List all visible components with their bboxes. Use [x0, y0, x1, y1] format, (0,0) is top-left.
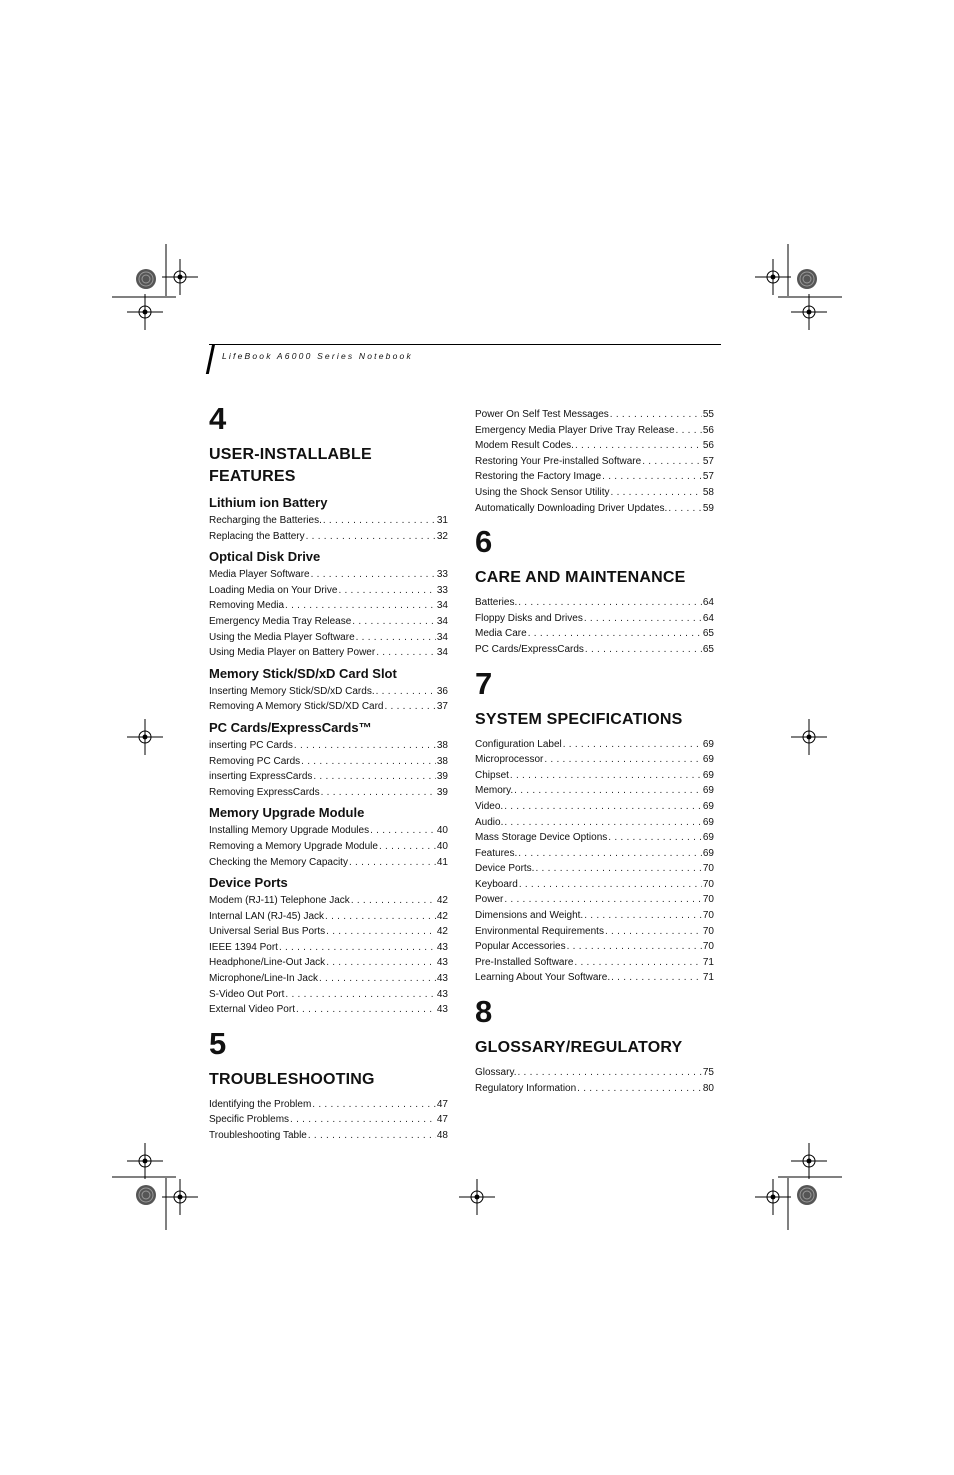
toc-entry[interactable]: [209, 823, 448, 839]
toc-entry[interactable]: [209, 839, 448, 855]
toc-entry-page: 34: [436, 647, 448, 659]
toc-entry[interactable]: [209, 987, 448, 1003]
toc-entry[interactable]: [475, 438, 714, 454]
header-tab-mark: [206, 344, 215, 374]
toc-entry-label: Removing ExpressCards: [209, 786, 320, 798]
toc-entry-label: Dimensions and Weight.: [475, 910, 584, 922]
chapter-title[interactable]: TROUBLESHOOTING: [209, 1070, 375, 1088]
toc-entry-label: Identifying the Problem: [209, 1098, 312, 1110]
toc-entry-page: 42: [436, 895, 448, 907]
toc-entry-label: Microphone/Line-In Jack: [209, 973, 318, 985]
toc-entry-label: Microprocessor: [475, 754, 544, 766]
toc-entry-label: Restoring the Factory Image: [475, 471, 602, 483]
toc-entry-page: 69: [702, 816, 714, 828]
dot-leader: [279, 940, 436, 956]
toc-entry-page: 32: [436, 530, 448, 542]
toc-entry[interactable]: [475, 423, 714, 439]
dot-leader: [319, 971, 436, 987]
dot-leader: [584, 611, 702, 627]
dot-leader: [519, 877, 702, 893]
dot-leader: [312, 1097, 436, 1113]
toc-entry-page: 36: [436, 685, 448, 697]
dot-leader: [311, 567, 436, 583]
toc-entry[interactable]: [475, 830, 714, 846]
chapter-number: 6: [475, 524, 493, 560]
toc-entry[interactable]: [209, 924, 448, 940]
chapter-title[interactable]: GLOSSARY/REGULATORY: [475, 1039, 683, 1057]
toc-entry[interactable]: [209, 699, 448, 715]
section-title[interactable]: Device Ports: [209, 875, 288, 891]
dot-leader: [567, 939, 702, 955]
dot-leader: [296, 1002, 436, 1018]
toc-entry-page: 69: [702, 847, 714, 859]
toc-entry-page: 43: [436, 941, 448, 953]
dot-leader: [577, 1081, 702, 1097]
chapter-block: [209, 402, 448, 1018]
toc-entry-page: 69: [702, 832, 714, 844]
toc-entry-page: 33: [436, 584, 448, 596]
toc-entry-label: inserting PC Cards: [209, 739, 293, 751]
toc-entry-page: 42: [436, 926, 448, 938]
toc-entry-label: Media Care: [475, 628, 527, 640]
toc-entry-page: 75: [702, 1067, 714, 1079]
toc-entry[interactable]: [209, 529, 448, 545]
chapter-title[interactable]: SYSTEM SPECIFICATIONS: [475, 710, 683, 728]
toc-entry[interactable]: [209, 614, 448, 630]
chapter-block: [475, 525, 714, 657]
toc-entry-page: 47: [436, 1114, 448, 1126]
toc-entry[interactable]: [475, 1065, 714, 1081]
toc-entry[interactable]: [475, 485, 714, 501]
toc-entry-label: Batteries.: [475, 597, 518, 609]
toc-entry-label: Regulatory Information: [475, 1082, 577, 1094]
dot-leader: [376, 645, 436, 661]
toc-entry-label: Popular Accessories: [475, 941, 566, 953]
toc-entry[interactable]: [209, 598, 448, 614]
toc-entry[interactable]: [209, 645, 448, 661]
toc-entry-page: 48: [436, 1130, 448, 1142]
dot-leader: [518, 846, 702, 862]
dot-leader: [575, 438, 702, 454]
toc-entry-page: 31: [436, 515, 448, 526]
toc-entry-label: Troubleshooting Table: [209, 1130, 307, 1142]
toc-entry-label: Removing PC Cards: [209, 755, 301, 767]
toc-entry[interactable]: [209, 909, 448, 925]
toc-entry-label: Using the Shock Sensor Utility: [475, 486, 610, 498]
toc-entry-page: 40: [436, 825, 448, 837]
toc-entry-label: Audio.: [475, 816, 504, 828]
chapter-title[interactable]: CARE AND MAINTENANCE: [475, 569, 686, 587]
toc-entry[interactable]: [209, 855, 448, 871]
dot-leader: [518, 595, 702, 611]
dot-leader: [385, 699, 436, 715]
dot-leader: [356, 630, 436, 646]
running-header: LifeBook A6000 Series Notebook: [222, 351, 413, 361]
toc-entry[interactable]: [475, 737, 714, 753]
dot-leader: [574, 955, 701, 971]
dot-leader: [349, 855, 436, 871]
toc-entry[interactable]: [209, 583, 448, 599]
toc-entry-page: 70: [702, 925, 714, 937]
dot-leader: [379, 839, 436, 855]
chapter-number: 8: [475, 994, 493, 1030]
toc-entry[interactable]: [209, 1128, 448, 1144]
dot-leader: [504, 892, 702, 908]
chapter-block: [475, 667, 714, 987]
toc-entry-label: Configuration Label: [475, 738, 562, 750]
toc-entry-label: Universal Serial Bus Ports: [209, 926, 326, 938]
toc-entry-page: 80: [702, 1082, 714, 1094]
dot-leader: [676, 423, 702, 439]
toc-entry-page: 41: [436, 856, 448, 868]
toc-entry-page: 69: [702, 754, 714, 766]
toc-entry[interactable]: [475, 642, 714, 658]
toc-entry[interactable]: [209, 1002, 448, 1018]
toc-entry-label: Device Ports.: [475, 863, 535, 875]
toc-entry-label: IEEE 1394 Port: [209, 941, 278, 953]
toc-entry-label: Using Media Player on Battery Power: [209, 647, 376, 659]
toc-entry-page: 57: [702, 455, 714, 467]
toc-entry[interactable]: [475, 815, 714, 831]
dot-leader: [285, 987, 435, 1003]
dot-leader: [352, 614, 436, 630]
toc-entry-page: 70: [702, 894, 714, 906]
toc-entry-page: 40: [436, 840, 448, 852]
toc-entry-page: 64: [702, 597, 714, 609]
toc-entry-page: 69: [702, 738, 714, 750]
toc-entry-label: Keyboard: [475, 878, 518, 890]
dot-leader: [585, 642, 702, 658]
toc-entry-label: Mass Storage Device Options: [475, 832, 608, 844]
toc-entry-page: 34: [436, 615, 448, 627]
toc-entry[interactable]: [209, 1097, 448, 1113]
toc-entry-label: Pre-Installed Software: [475, 956, 574, 968]
toc-entry[interactable]: [475, 955, 714, 971]
toc-entry-label: Emergency Media Tray Release: [209, 615, 352, 627]
toc-entry[interactable]: [209, 940, 448, 956]
dot-leader: [313, 769, 436, 785]
toc-entry[interactable]: [209, 684, 448, 700]
toc-entry[interactable]: [475, 454, 714, 470]
dot-leader: [510, 768, 702, 784]
toc-entry-page: 34: [436, 631, 448, 643]
toc-entry[interactable]: [475, 892, 714, 908]
toc-entry-page: 34: [436, 600, 448, 612]
toc-entry[interactable]: [475, 783, 714, 799]
dot-leader: [584, 908, 702, 924]
toc-entry[interactable]: [475, 768, 714, 784]
toc-entry-page: 70: [702, 878, 714, 890]
toc-entry-label: S-Video Out Port: [209, 988, 285, 1000]
toc-entry-page: 57: [702, 471, 714, 483]
toc-entry[interactable]: [475, 924, 714, 940]
toc-entry-label: Emergency Media Player Drive Tray Release: [475, 424, 675, 436]
toc-entry-label: Restoring Your Pre-installed Software: [475, 455, 642, 467]
toc-entry-page: 38: [436, 755, 448, 767]
dot-leader: [610, 407, 702, 423]
dot-leader: [504, 815, 702, 831]
toc-entry[interactable]: [475, 626, 714, 642]
toc-entry[interactable]: [475, 611, 714, 627]
dot-leader: [611, 970, 702, 986]
dot-leader: [608, 830, 702, 846]
dot-leader: [306, 529, 436, 545]
toc-entry-label: External Video Port: [209, 1004, 295, 1016]
toc-entry-label: Checking the Memory Capacity: [209, 856, 348, 868]
toc-entry-page: 69: [702, 800, 714, 812]
chapter-5-continued: [475, 407, 714, 516]
chapter-number: 5: [209, 1025, 227, 1061]
toc-entry-label: Internal LAN (RJ-45) Jack: [209, 910, 325, 922]
chapter-block: [209, 1027, 448, 1144]
toc-entry[interactable]: [475, 908, 714, 924]
toc-entry-label: Using the Media Player Software: [209, 631, 355, 643]
toc-entry-page: 65: [702, 628, 714, 640]
toc-entry-page: 37: [436, 701, 448, 713]
toc-entry[interactable]: [209, 893, 448, 909]
dot-leader: [611, 485, 702, 501]
toc-entry-label: Floppy Disks and Drives: [475, 612, 583, 624]
dot-leader: [518, 1065, 702, 1081]
toc-entry-label: Removing a Memory Upgrade Module: [209, 840, 378, 852]
toc-entry[interactable]: [475, 407, 714, 423]
toc-entry-label: Power: [475, 894, 504, 906]
toc-entry[interactable]: [475, 970, 714, 986]
toc-entry[interactable]: [475, 752, 714, 768]
toc-entry-label: Glossary.: [475, 1067, 517, 1079]
toc-entry-label: Features.: [475, 847, 518, 859]
dot-leader: [642, 454, 702, 470]
toc-entry-page: 64: [702, 612, 714, 624]
toc-entry[interactable]: [475, 1081, 714, 1097]
toc-entry-page: 70: [702, 863, 714, 875]
header-rule: [209, 344, 721, 345]
toc-entry[interactable]: [209, 769, 448, 785]
toc-entry-page: 56: [702, 440, 714, 452]
toc-right-column: [475, 407, 714, 1105]
toc-entry-page: 43: [436, 973, 448, 985]
toc-entry[interactable]: [475, 595, 714, 611]
dot-leader: [668, 501, 702, 517]
dot-leader: [605, 924, 702, 940]
toc-entry-page: 47: [436, 1098, 448, 1110]
chapter-number: 7: [475, 665, 493, 701]
toc-entry-page: 69: [702, 785, 714, 797]
dot-leader: [285, 598, 436, 614]
toc-entry[interactable]: [475, 861, 714, 877]
toc-entry-page: 42: [436, 910, 448, 922]
toc-entry[interactable]: [475, 877, 714, 893]
dot-leader: [376, 684, 436, 700]
toc-entry-page: 38: [436, 739, 448, 751]
chapter-block: [475, 995, 714, 1096]
toc-entry[interactable]: [209, 971, 448, 987]
toc-entry-page: 43: [436, 957, 448, 969]
toc-entry[interactable]: [209, 955, 448, 971]
dot-leader: [301, 754, 436, 770]
section-title[interactable]: Memory Stick/SD/xD Card Slot: [209, 665, 397, 681]
dot-leader: [563, 737, 702, 753]
toc-entry-label: Learning About Your Software.: [475, 972, 611, 984]
toc-entry-label: Replacing the Battery: [209, 530, 305, 542]
toc-entry[interactable]: [209, 567, 448, 583]
toc-entry-label: Headphone/Line-Out Jack: [209, 957, 326, 969]
dot-leader: [290, 1112, 436, 1128]
toc-entry-label: inserting ExpressCards: [209, 771, 313, 783]
toc-entry-label: Memory.: [475, 785, 514, 797]
toc-entry-page: 69: [702, 769, 714, 781]
toc-entry-label: Automatically Downloading Driver Updates.: [475, 502, 668, 514]
toc-entry-label: Recharging the Batteries.: [209, 515, 322, 526]
dot-leader: [326, 924, 436, 940]
toc-entry-label: Modem (RJ-11) Telephone Jack: [209, 895, 350, 907]
chapter-title[interactable]: USER-INSTALLABLE FEATURES: [209, 446, 372, 485]
dot-leader: [544, 752, 702, 768]
section-title[interactable]: Optical Disk Drive: [209, 549, 321, 565]
toc-entry-label: Loading Media on Your Drive: [209, 584, 338, 596]
toc-entry-page: 58: [702, 486, 714, 498]
toc-entry-page: 56: [702, 424, 714, 436]
toc-entry-page: 43: [436, 988, 448, 1000]
toc-left-column: [209, 402, 448, 1153]
toc-entry[interactable]: [209, 513, 448, 529]
dot-leader: [325, 909, 436, 925]
dot-leader: [308, 1128, 436, 1144]
toc-entry[interactable]: [475, 846, 714, 862]
dot-leader: [351, 893, 436, 909]
toc-entry-page: 33: [436, 569, 448, 581]
dot-leader: [535, 861, 701, 877]
toc-entry[interactable]: [209, 1112, 448, 1128]
dot-leader: [338, 583, 435, 599]
toc-entry-label: Installing Memory Upgrade Modules: [209, 825, 370, 837]
section-title[interactable]: Lithium ion Battery: [209, 495, 328, 510]
toc-entry-page: 39: [436, 771, 448, 783]
dot-leader: [514, 783, 702, 799]
toc-entry-page: 70: [702, 910, 714, 922]
toc-entry-page: 71: [702, 956, 714, 968]
toc-entry[interactable]: [209, 630, 448, 646]
toc-entry-page: 39: [436, 786, 448, 798]
chapter-number: 4: [209, 401, 227, 436]
toc-entry-label: Chipset: [475, 769, 509, 781]
toc-entry-page: 59: [702, 502, 714, 514]
dot-leader: [602, 469, 702, 485]
toc-entry-label: Video.: [475, 800, 504, 812]
dot-leader: [326, 955, 436, 971]
toc-entry-label: Removing Media: [209, 600, 285, 612]
toc-entry-label: Inserting Memory Stick/SD/xD Cards.: [209, 685, 375, 697]
section-title[interactable]: PC Cards/ExpressCards™: [209, 719, 372, 735]
toc-entry-page: 43: [436, 1004, 448, 1016]
dot-leader: [321, 785, 436, 801]
toc-entry-label: Media Player Software: [209, 569, 310, 581]
toc-entry-page: 70: [702, 941, 714, 953]
dot-leader: [370, 823, 436, 839]
toc-entry-page: 65: [702, 643, 714, 655]
toc-entry[interactable]: [209, 754, 448, 770]
toc-entry-label: Modem Result Codes.: [475, 440, 574, 452]
dot-leader: [294, 738, 436, 754]
dot-leader: [323, 513, 436, 529]
toc-entry[interactable]: [475, 469, 714, 485]
toc-entry-label: PC Cards/ExpressCards: [475, 643, 584, 655]
toc-entry-label: Environmental Requirements: [475, 925, 604, 937]
toc-entry[interactable]: [475, 799, 714, 815]
dot-leader: [504, 799, 702, 815]
toc-entry[interactable]: [209, 738, 448, 754]
dot-leader: [528, 626, 702, 642]
toc-entry[interactable]: [475, 501, 714, 517]
toc-entry-page: 55: [702, 409, 714, 420]
toc-entry-page: 71: [702, 972, 714, 984]
toc-entry-label: Specific Problems: [209, 1114, 290, 1126]
toc-entry-label: Power On Self Test Messages: [475, 409, 609, 420]
toc-entry[interactable]: [209, 785, 448, 801]
toc-entry-label: Removing A Memory Stick/SD/XD Card: [209, 701, 384, 713]
toc-entry[interactable]: [475, 939, 714, 955]
section-title[interactable]: Memory Upgrade Module: [209, 805, 365, 821]
